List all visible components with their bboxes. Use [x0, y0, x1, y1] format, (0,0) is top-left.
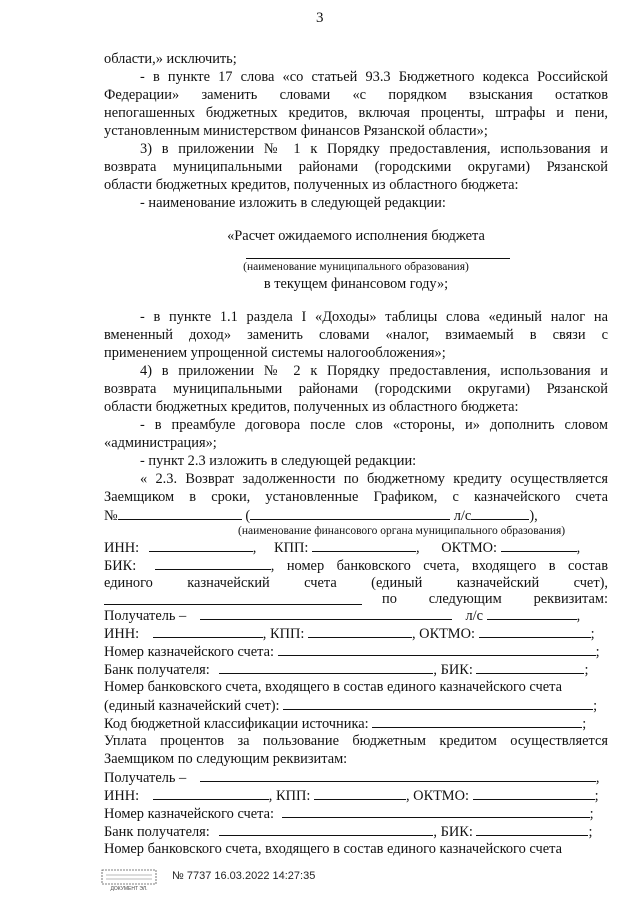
- blank-field[interactable]: [219, 822, 433, 836]
- text-fragment: ;: [589, 806, 594, 822]
- text-line: 3) в приложении № 1 к Порядку предоставления, использования и: [140, 141, 608, 157]
- blank-field[interactable]: [155, 556, 271, 570]
- text-line: применением упрощенной системы налогообложения»;: [104, 345, 446, 361]
- text-line: [104, 660, 588, 679]
- text-line: « 2.3. Возврат задолженности по бюджетному кредиту осуществляется: [140, 471, 608, 487]
- text-fragment: л/с: [465, 608, 484, 624]
- blank-field[interactable]: [308, 624, 412, 638]
- blank-field[interactable]: [476, 660, 584, 674]
- text-fragment: КПП:: [274, 540, 309, 556]
- text-line: [104, 606, 580, 625]
- text-fragment: , КПП:: [262, 626, 305, 642]
- text-line: «администрация»;: [104, 435, 217, 451]
- text-line: Заемщиком по следующим реквизитам:: [104, 751, 348, 767]
- text-line: - в пункте 17 слова «со статьей 93.3 Бюджетного кодекса Российской: [140, 69, 608, 85]
- page-number: 3: [316, 10, 324, 26]
- caption: (наименование муниципального образования): [243, 261, 469, 273]
- text-line: области,» исключить;: [104, 51, 237, 67]
- text-fragment: ,: [252, 540, 257, 556]
- text-fragment: (единый казначейский счет):: [104, 698, 280, 714]
- text-line: установленным министерством финансов Рязанской области»;: [104, 123, 488, 139]
- text-fragment: , ОКТМО:: [411, 626, 475, 642]
- text-line: Заемщиком в сроки, установленные Графиком, с казначейского счета: [104, 489, 608, 505]
- text-fragment: Банк получателя:: [104, 824, 210, 840]
- text-fragment: ;: [590, 626, 595, 642]
- caption: (наименование финансового органа муниципального образования): [238, 525, 566, 537]
- blank-field[interactable]: [219, 660, 433, 674]
- text-line: 4) в приложении № 2 к Порядку предоставления, использования и: [140, 363, 608, 379]
- blank-field[interactable]: [118, 506, 242, 520]
- registration-number: № 7737 16.03.2022 14:27:35: [172, 870, 316, 882]
- document-stamp-icon: [100, 866, 158, 892]
- text-line: возврата муниципальными районами (городскими округами) Рязанской: [104, 159, 608, 175]
- text-line: [104, 624, 595, 643]
- blank-field[interactable]: [314, 786, 406, 800]
- text-fragment: ;: [593, 698, 598, 714]
- blank-field[interactable]: [282, 804, 590, 818]
- text-fragment: ;: [582, 716, 587, 732]
- text-fragment: Банк получателя:: [104, 662, 210, 678]
- text-fragment: ;: [595, 644, 600, 660]
- text-fragment: ИНН:: [104, 540, 140, 556]
- text-line: - в пункте 1.1 раздела I «Доходы» таблицы слова «единый налог на: [140, 309, 608, 325]
- text-line: вмененный доход» заменить словами «налог, взимаемый в связи с: [104, 327, 608, 343]
- text-fragment: л/с: [453, 508, 472, 524]
- form-title: «Расчет ожидаемого исполнения бюджета: [227, 228, 485, 244]
- text-line: области бюджетных кредитов, полученных из областного бюджета:: [104, 177, 519, 193]
- blank-field[interactable]: [149, 538, 253, 552]
- blank-field[interactable]: [200, 768, 596, 782]
- text-fragment: ОКТМО:: [441, 540, 498, 556]
- text-line: [104, 804, 594, 823]
- text-line: области бюджетных кредитов, полученных из областного бюджета:: [104, 399, 519, 415]
- text-fragment: №: [104, 508, 118, 524]
- text-fragment: , БИК:: [433, 662, 473, 678]
- text-line: единого казначейский счета (единый казначейский счет),: [104, 575, 608, 591]
- text-fragment: , ОКТМО:: [405, 788, 469, 804]
- text-fragment: (: [245, 508, 251, 524]
- text-fragment: БИК:: [104, 558, 137, 574]
- text-line: по следующим реквизитам:: [382, 591, 608, 607]
- text-fragment: ИНН:: [104, 788, 140, 804]
- text-fragment: Код бюджетной классификации источника:: [104, 716, 369, 732]
- text-line: Федерации» заменить словами «с порядком взыскания остатков: [104, 87, 608, 103]
- text-line: - пункт 2.3 изложить в следующей редакции:: [140, 453, 417, 469]
- text-line: Уплата процентов за пользование бюджетным кредитом осуществляется: [104, 733, 608, 749]
- text-fragment: Номер казначейского счета:: [104, 806, 275, 822]
- text-line: [104, 696, 597, 715]
- text-line: [104, 768, 599, 787]
- blank-field[interactable]: [153, 786, 269, 800]
- text-line: [104, 538, 608, 557]
- text-line: - наименование изложить в следующей редакции:: [140, 195, 446, 211]
- stamp-label: ДОКУМЕНТ ЭЛ.: [110, 886, 148, 892]
- text-fragment: ,: [595, 770, 600, 786]
- text-line: непогашенных бюджетных кредитов, включая проценты, штрафы и пени,: [104, 105, 608, 121]
- text-line: [104, 556, 608, 575]
- blank-field[interactable]: [476, 822, 588, 836]
- blank-field[interactable]: [312, 538, 416, 552]
- text-fragment: ,: [576, 608, 581, 624]
- text-fragment: , БИК:: [433, 824, 473, 840]
- text-line: [104, 714, 586, 733]
- blank-field[interactable]: [153, 624, 263, 638]
- text-line: [104, 822, 592, 841]
- text-fragment: ;: [584, 662, 589, 678]
- blank-underline: [104, 604, 362, 605]
- text-fragment: ,: [416, 540, 420, 556]
- text-line: Номер банковского счета, входящего в состав единого казначейского счета: [104, 841, 562, 857]
- text-line: Номер банковского счета, входящего в состав единого казначейского счета: [104, 679, 562, 695]
- text-fragment: ;: [594, 788, 599, 804]
- text-fragment: Номер казначейского счета:: [104, 644, 275, 660]
- blank-field[interactable]: [200, 606, 452, 620]
- blank-field[interactable]: [283, 696, 593, 710]
- blank-field[interactable]: [278, 642, 596, 656]
- blank-field[interactable]: [479, 624, 591, 638]
- text-line: возврата муниципальными районами (городскими округами) Рязанской: [104, 381, 608, 397]
- blank-field[interactable]: [501, 538, 577, 552]
- blank-field[interactable]: [250, 506, 450, 520]
- text-fragment: Получатель –: [104, 608, 187, 624]
- text-fragment: ИНН:: [104, 626, 140, 642]
- text-line: [104, 786, 599, 805]
- text-fragment: ,: [576, 540, 581, 556]
- text-line: [104, 642, 600, 661]
- text-fragment: ;: [588, 824, 593, 840]
- blank-field[interactable]: [487, 606, 577, 620]
- text-fragment: , номер банковского счета, входящего в состав: [270, 558, 608, 574]
- text-line: - в преамбуле договора после слов «стороны, и» дополнить словом: [140, 417, 608, 433]
- text-fragment: ),: [529, 508, 538, 524]
- blank-field[interactable]: [372, 714, 582, 728]
- form-title: в текущем финансовом году»;: [263, 276, 449, 292]
- blank-field[interactable]: [471, 506, 529, 520]
- text-fragment: Получатель –: [104, 770, 187, 786]
- text-fragment: , КПП:: [268, 788, 311, 804]
- blank-field[interactable]: [473, 786, 595, 800]
